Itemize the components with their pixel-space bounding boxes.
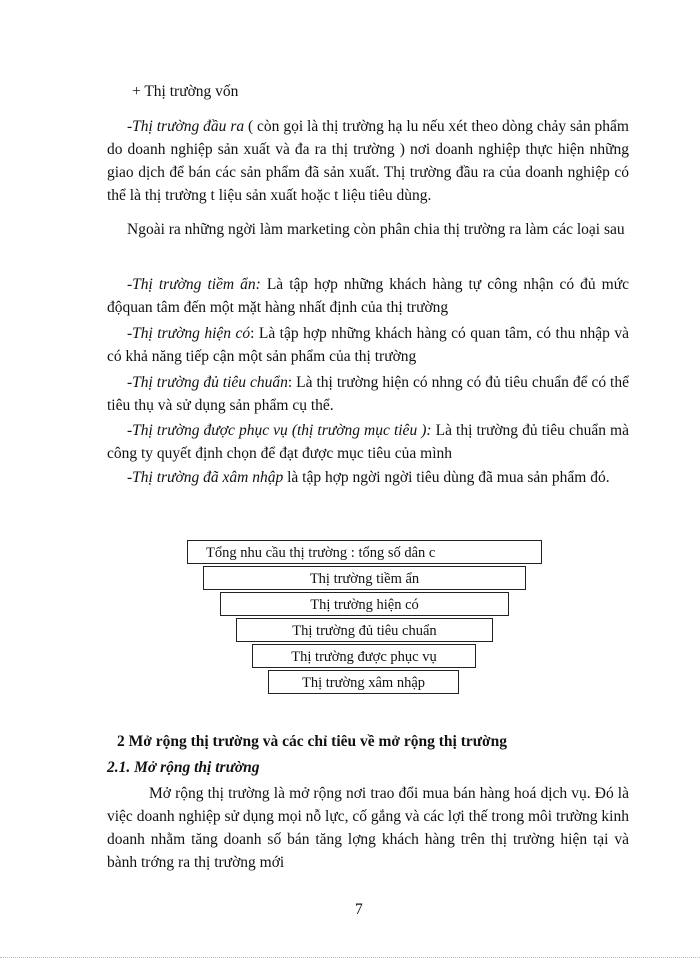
term: -Thị trường đủ tiêu chuẩn bbox=[127, 374, 288, 391]
definition-text: ( còn gọi là thị trường hạ lu nếu xét theo dòng chảy sản phẩm do doanh nghiệp sản xuất và đa ra thị trường ) nơi doanh nghiệp thực hiện những giao dịch để bán các sản phẩm đã sản xuất. Thị trường đầu ra của doanh nghiệp có thể là thị trường t liệu sản xuất hoặc t liệu tiêu dùng. bbox=[107, 118, 629, 204]
funnel-level-latent: Thị trường tiềm ẩn bbox=[203, 566, 526, 590]
page-number: 7 bbox=[355, 901, 363, 918]
definition-text: : Là tập hợp những khách hàng có quan tâm, có thu nhập và có khả năng tiếp cận một sản phẩm của thị trường bbox=[107, 325, 629, 365]
term: -Thị trường tiềm ẩn: bbox=[127, 276, 261, 293]
other-intro-paragraph: Ngoài ra những ngời làm marketing còn phân chia thị trường ra làm các loại sau bbox=[127, 221, 625, 238]
body-paragraph: Mở rộng thị trường là mở rộng nơi trao đổi mua bán hàng hoá dịch vụ. Đó là việc doanh nghiệp sử dụng mọi nỗ lực, cố gắng và các lợi thế trong môi trường kinh doanh nhằm tăng doanh số bán tăng lợng khách hàng trên thị trường hiện tại và bành trớng ra thị trường mới bbox=[107, 785, 629, 871]
term: -Thị trường được phục vụ (thị trường mục tiêu ): bbox=[127, 422, 432, 439]
definition-latent-market bbox=[107, 273, 629, 319]
term: -Thị trường hiện có bbox=[127, 325, 251, 342]
definition-qualified-market bbox=[107, 371, 629, 417]
page-bottom-rule bbox=[0, 957, 700, 958]
term: -Thị trường đã xâm nhập bbox=[127, 469, 284, 486]
funnel-level-existing: Thị trường hiện có bbox=[220, 592, 509, 616]
definition-text: : Là thị trường hiện có nhng có đủ tiêu chuẩn để có thể tiêu thụ và sử dụng sản phẩm cụ thể. bbox=[107, 374, 629, 414]
subsection-heading: 2.1. Mở rộng thị trường bbox=[107, 759, 260, 776]
section-heading: 2 Mở rộng thị trường và các chỉ tiêu về mở rộng thị trường bbox=[117, 733, 508, 750]
funnel-level-penetrated: Thị trường xâm nhập bbox=[268, 670, 459, 694]
definition-text: là tập hợp ngời ngời tiêu dùng đã mua sản phẩm đó. bbox=[283, 469, 610, 486]
funnel-level-served: Thị trường được phục vụ bbox=[252, 644, 476, 668]
definition-output-market bbox=[107, 115, 629, 207]
term: -Thị trường đầu ra bbox=[127, 118, 245, 135]
intro-line: + Thị trường vốn bbox=[132, 83, 239, 100]
definition-text: Là tập hợp những khách hàng tự công nhận có đủ mức độquan tâm đến một mặt hàng nhất định của thị trường bbox=[107, 276, 629, 316]
funnel-level-total-demand: Tổng nhu cầu thị trường : tổng số dân c bbox=[187, 540, 542, 564]
definition-penetrated-market bbox=[107, 466, 629, 489]
funnel-level-qualified: Thị trường đủ tiêu chuẩn bbox=[236, 618, 493, 642]
definition-existing-market bbox=[107, 322, 629, 368]
definition-served-market bbox=[107, 419, 629, 465]
definition-text: Là thị trường đủ tiêu chuẩn mà công ty quyết định chọn để đạt được mục tiêu của mình bbox=[107, 422, 629, 462]
